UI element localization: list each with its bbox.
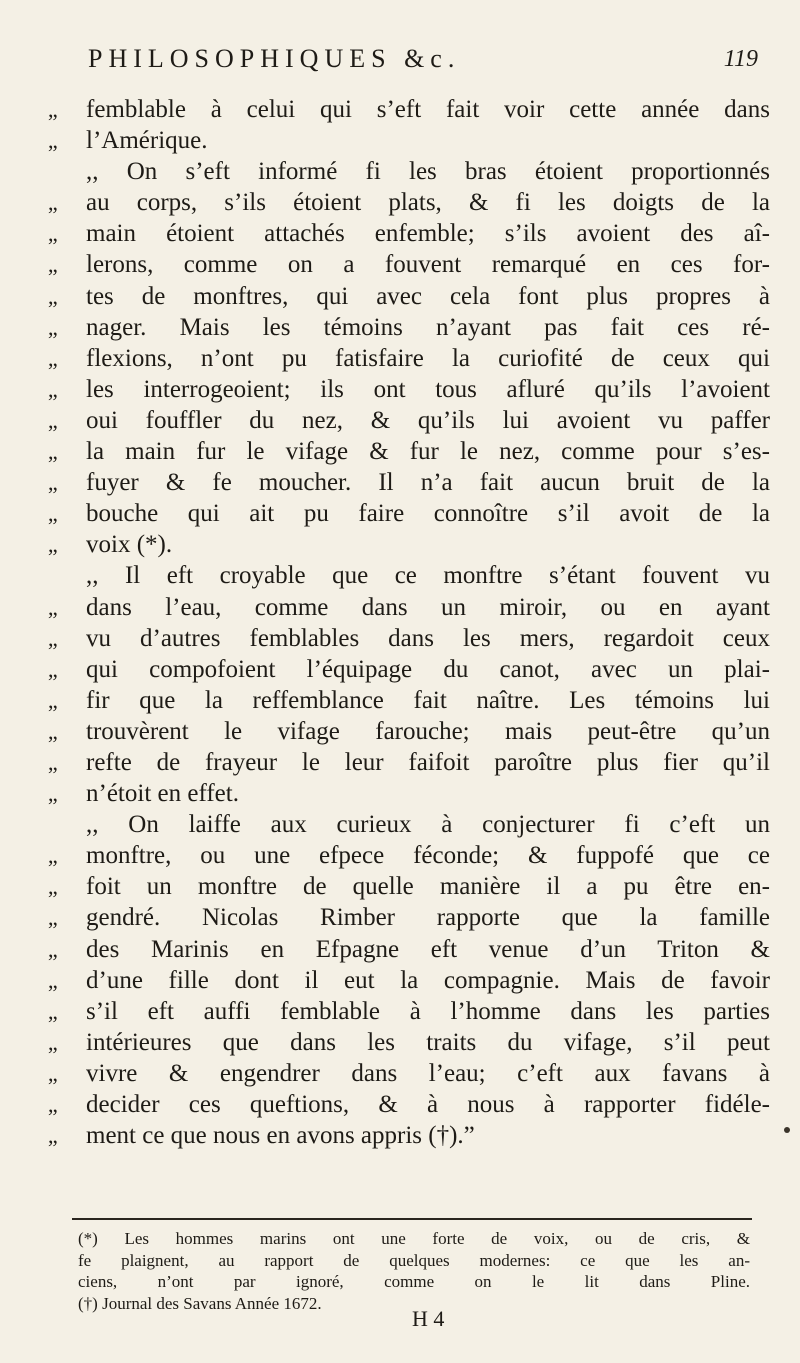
quote-mark: ,,	[48, 749, 57, 775]
quote-mark: ,,	[48, 905, 57, 931]
quote-mark: ,,	[48, 97, 57, 122]
text-line	[48, 809, 770, 840]
line-text: au corps, s’ils étoient plats, & fi les doigts de la	[86, 189, 770, 217]
line-text: ,, On laiffe aux curieux à conjecturer fi c’eft un	[86, 811, 770, 839]
footnote-rule	[72, 1218, 752, 1220]
text-line	[48, 312, 770, 343]
text-line	[48, 902, 770, 933]
line-text: refte de frayeur le leur faifoit paroître plus fier qu’il	[86, 748, 770, 776]
text-line	[48, 156, 770, 187]
quote-mark: ,,	[48, 439, 57, 465]
line-text: des Marinis en Efpagne eft venue d’un Triton &	[86, 935, 770, 963]
quote-mark	[48, 560, 86, 591]
line-text: les interrogeoient; ils ont tous afluré qu’ils l’avoient	[86, 375, 770, 403]
line-text: bouche qui ait pu faire connoître s’il avoit de la	[86, 500, 770, 528]
text-line	[48, 467, 770, 498]
text-line	[48, 529, 770, 560]
quote-mark: ,,	[48, 376, 57, 402]
quote-mark: ,,	[48, 687, 57, 713]
quote-mark: ,,	[48, 1123, 57, 1149]
text-line	[48, 1120, 770, 1151]
text-line	[48, 623, 770, 654]
quote-mark: ,,	[48, 967, 57, 993]
text-line	[48, 747, 770, 778]
footnotes	[78, 1228, 750, 1314]
line-text: flexions, n’ont pu fatisfaire la curiofité de ceux qui	[86, 344, 770, 372]
quote-mark: ,,	[48, 1029, 57, 1055]
text-line	[48, 187, 770, 218]
text-line	[48, 498, 770, 529]
text-line	[48, 965, 770, 996]
quote-mark: ,,	[48, 1092, 57, 1117]
text-line	[48, 218, 770, 249]
quote-mark: ,,	[48, 843, 57, 869]
text-line	[48, 343, 770, 374]
quote-mark: ,,	[48, 252, 57, 278]
text-line	[48, 125, 770, 156]
text-line	[48, 654, 770, 685]
line-text: d’une fille dont il eut la compagnie. Mais de favoir	[86, 966, 770, 994]
line-text: nager. Mais les témoins n’ayant pas fait ces ré-	[86, 313, 770, 341]
line-text: fuyer & fe moucher. Il n’a fait aucun bruit de la	[86, 469, 770, 497]
quote-mark: ,,	[48, 345, 57, 371]
footnote-line: fe plaignent, au rapport de quelques modernes: ce que les an-	[78, 1250, 750, 1270]
page-number: 119	[723, 46, 758, 72]
quote-mark: ,,	[48, 781, 57, 807]
line-text: ment ce que nous en avons appris (†).”	[86, 1122, 475, 1150]
page-header	[88, 44, 758, 84]
text-line	[48, 374, 770, 405]
footnote-line: ciens, n’ont par ignoré, comme on le lit dans Pline.	[78, 1272, 750, 1291]
line-text: n’étoit en effet.	[86, 780, 239, 808]
line-text: oui fouffler du nez, & qu’ils lui avoient vu paffer	[86, 406, 770, 434]
line-text: lerons, comme on a fouvent remarqué en ces for-	[86, 251, 770, 279]
line-text: fir que la reffemblance fait naître. Les témoins lui	[86, 686, 770, 714]
line-text: dans l’eau, comme dans un miroir, ou en ayant	[86, 593, 770, 621]
quote-mark	[48, 809, 86, 840]
line-text: vu d’autres femblables dans les mers, regardoit ceux	[86, 624, 770, 652]
text-line	[48, 716, 770, 747]
text-line	[48, 996, 770, 1027]
line-text: s’il eft auffi femblable à l’homme dans les parties	[86, 997, 770, 1025]
quote-mark: ,,	[48, 936, 57, 962]
text-line	[48, 1058, 770, 1089]
line-text: la main fur le vifage & fur le nez, comme pour s’es-	[86, 438, 770, 466]
line-text: foit un monftre de quelle manière il a pu être en-	[86, 873, 770, 901]
line-text: monftre, ou une efpece féconde; & fuppofé que ce	[86, 842, 770, 870]
text-line	[48, 685, 770, 716]
text-line	[48, 94, 770, 125]
body-text	[48, 94, 770, 1151]
quote-mark: ,,	[48, 314, 57, 340]
text-line	[48, 249, 770, 280]
quote-mark: ,,	[48, 874, 57, 900]
quote-mark: ,,	[48, 501, 57, 527]
text-line	[48, 871, 770, 902]
quote-mark: ,,	[48, 718, 57, 744]
quote-mark: ,,	[48, 656, 57, 682]
text-line	[48, 934, 770, 965]
quote-mark: ,,	[48, 470, 57, 496]
line-text: gendré. Nicolas Rimber rapporte que la famille	[86, 904, 770, 932]
quote-mark: ,,	[48, 283, 57, 309]
quote-mark: ,,	[48, 594, 57, 620]
text-line	[48, 1089, 770, 1120]
quote-mark	[48, 156, 86, 187]
line-text: intérieures que dans les traits du vifage, s’il peut	[86, 1028, 770, 1056]
line-text: qui compofoient l’équipage du canot, avec un plai-	[86, 655, 770, 683]
text-line	[48, 778, 770, 809]
line-text: femblable à celui qui s’eft fait voir cette année dans	[86, 96, 770, 123]
quote-mark: ,,	[48, 998, 57, 1024]
ink-spot	[784, 1127, 790, 1133]
text-line	[48, 592, 770, 623]
text-line	[48, 1027, 770, 1058]
quote-mark: ,,	[48, 128, 57, 154]
line-text: l’Amérique.	[86, 127, 208, 155]
quote-mark: ,,	[48, 532, 57, 558]
footnote-line: (†) Journal des Savans Année 1672.	[78, 1293, 322, 1313]
running-head: PHILOSOPHIQUES &c.	[88, 44, 461, 73]
text-line	[48, 436, 770, 467]
line-text: main étoient attachés enfemble; s’ils avoient des aî-	[86, 220, 770, 248]
text-line	[48, 281, 770, 312]
quote-mark: ,,	[48, 190, 57, 216]
text-line	[48, 840, 770, 871]
line-text: ,, On s’eft informé fi les bras étoient proportionnés	[86, 158, 770, 186]
line-text: tes de monftres, qui avec cela font plus propres à	[86, 282, 770, 310]
text-line	[48, 560, 770, 591]
quote-mark: ,,	[48, 407, 57, 433]
footnote-line: (*) Les hommes marins ont une forte de voix, ou de cris, &	[78, 1229, 750, 1248]
text-line	[48, 405, 770, 436]
quote-mark: ,,	[48, 625, 57, 651]
line-text: voix (*).	[86, 531, 173, 559]
line-text: trouvèrent le vifage farouche; mais peut-être qu’un	[86, 717, 770, 745]
line-text: ,, Il eft croyable que ce monftre s’étant fouvent vu	[86, 562, 770, 590]
quote-mark: ,,	[48, 1060, 57, 1086]
signature-mark: H 4	[412, 1306, 445, 1331]
quote-mark: ,,	[48, 221, 57, 247]
line-text: decider ces queftions, & à nous à rapporter fidéle-	[86, 1091, 770, 1118]
line-text: vivre & engendrer dans l’eau; c’eft aux favans à	[86, 1059, 770, 1087]
